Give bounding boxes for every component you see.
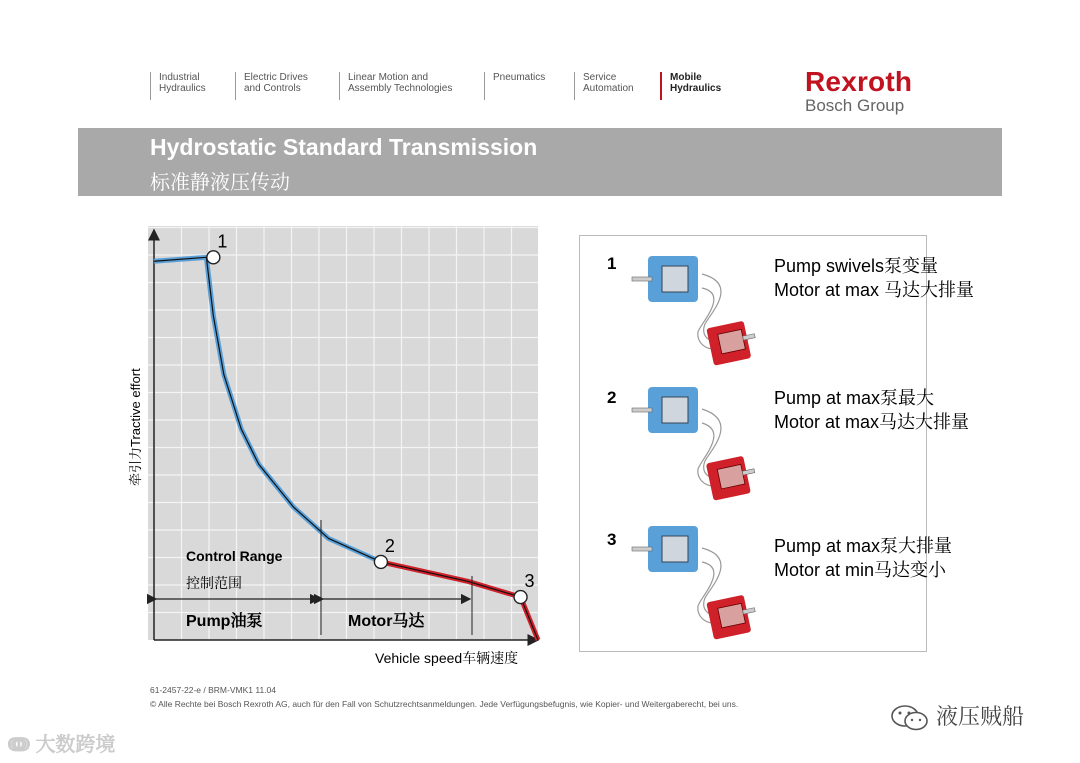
- nav-pneumatics[interactable]: [484, 72, 545, 100]
- footer-copyright: © Alle Rechte bei Bosch Rexroth AG, auch für den Fall von Schutzrechtsanmeldungen. Jede Verfügungsbefugnis, wie Kopier- und Weitergaberecht, bei uns.: [150, 699, 739, 709]
- nav-label-line2: Hydraulics: [670, 83, 722, 94]
- title-bar: [78, 128, 1002, 196]
- motor-range-label: Motor马达: [348, 613, 425, 630]
- step-line1: Pump at max泵最大: [774, 388, 935, 408]
- nav-service-automation[interactable]: [574, 72, 634, 100]
- control-point-3: [514, 591, 527, 604]
- tractive-effort-chart: [120, 220, 560, 675]
- step-line1: Pump at max泵大排量: [774, 536, 953, 556]
- nav-label-line2: and Controls: [244, 83, 301, 94]
- step-number: 2: [607, 388, 617, 407]
- step-line2: Motor at min马达变小: [774, 560, 947, 580]
- nav-label-line1: Industrial: [159, 72, 200, 83]
- nav-label-line2: Assembly Technologies: [348, 83, 453, 94]
- pump-motor-illustration-2: [630, 381, 760, 509]
- control-steps-panel: [579, 235, 975, 652]
- step-line1: Pump swivels泵变量: [774, 256, 939, 276]
- pump-range-label: Pump油泵: [186, 613, 263, 630]
- step-description: [774, 254, 974, 302]
- motor-icon: [706, 593, 759, 640]
- step-line2: Motor at max 马达大排量: [774, 280, 975, 300]
- control-point-label: 3: [524, 571, 535, 592]
- watermark-left-text: 大数跨境: [35, 734, 116, 756]
- wechat-icon: [890, 704, 930, 732]
- wechat-watermark: [890, 700, 1024, 732]
- watermark-right-text: 液压贼船: [936, 704, 1025, 729]
- y-axis-label: 牵引力Tractive effort: [128, 368, 143, 486]
- control-point-2: [374, 555, 387, 568]
- control-range-label-zh: 控制范围: [186, 575, 242, 591]
- rexroth-logo: [805, 68, 912, 116]
- nav-label-line1: Linear Motion and: [348, 72, 429, 83]
- nav-mobile-hydraulics[interactable]: [660, 72, 721, 100]
- weibo-icon: ↈ: [8, 734, 30, 756]
- step-line2: Motor at max马达大排量: [774, 412, 970, 432]
- logo-brand: Rexroth: [805, 66, 913, 97]
- footer-document-code: 61-2457-22-e / BRM-VMK1 11.04: [150, 685, 276, 695]
- control-range-label: Control Range: [186, 548, 283, 564]
- motor-icon: [706, 319, 759, 366]
- nav-label-line2: Hydraulics: [159, 83, 206, 94]
- motor-icon: [706, 454, 759, 501]
- nav-electric-drives[interactable]: [235, 72, 308, 100]
- step-number: 3: [607, 530, 617, 549]
- step-description: [774, 386, 969, 434]
- nav-label-line1: Mobile: [670, 72, 702, 83]
- nav-label-line2: Automation: [583, 83, 634, 94]
- control-point-label: 1: [217, 231, 228, 252]
- step-number: 1: [607, 254, 617, 273]
- nav-industrial-hydraulics[interactable]: [150, 72, 206, 100]
- pump-motor-illustration-3: [630, 518, 760, 646]
- nav-label-line2: Pneumatics: [493, 72, 546, 83]
- nav-label-line1: Electric Drives: [244, 72, 308, 83]
- logo-watermark: [8, 728, 115, 757]
- nav-label-line1: Service: [583, 72, 617, 83]
- control-point-label: 2: [384, 535, 395, 556]
- control-point-1: [207, 251, 220, 264]
- page-subtitle: 标准静液压传动: [150, 172, 290, 194]
- page-title: Hydrostatic Standard Transmission: [150, 134, 538, 160]
- x-axis-label: Vehicle speed车辆速度: [375, 650, 519, 666]
- pump-motor-illustration-1: [630, 244, 760, 372]
- step-description: [774, 534, 952, 582]
- logo-group: Bosch Group: [805, 96, 905, 115]
- nav-linear-motion[interactable]: [339, 72, 452, 100]
